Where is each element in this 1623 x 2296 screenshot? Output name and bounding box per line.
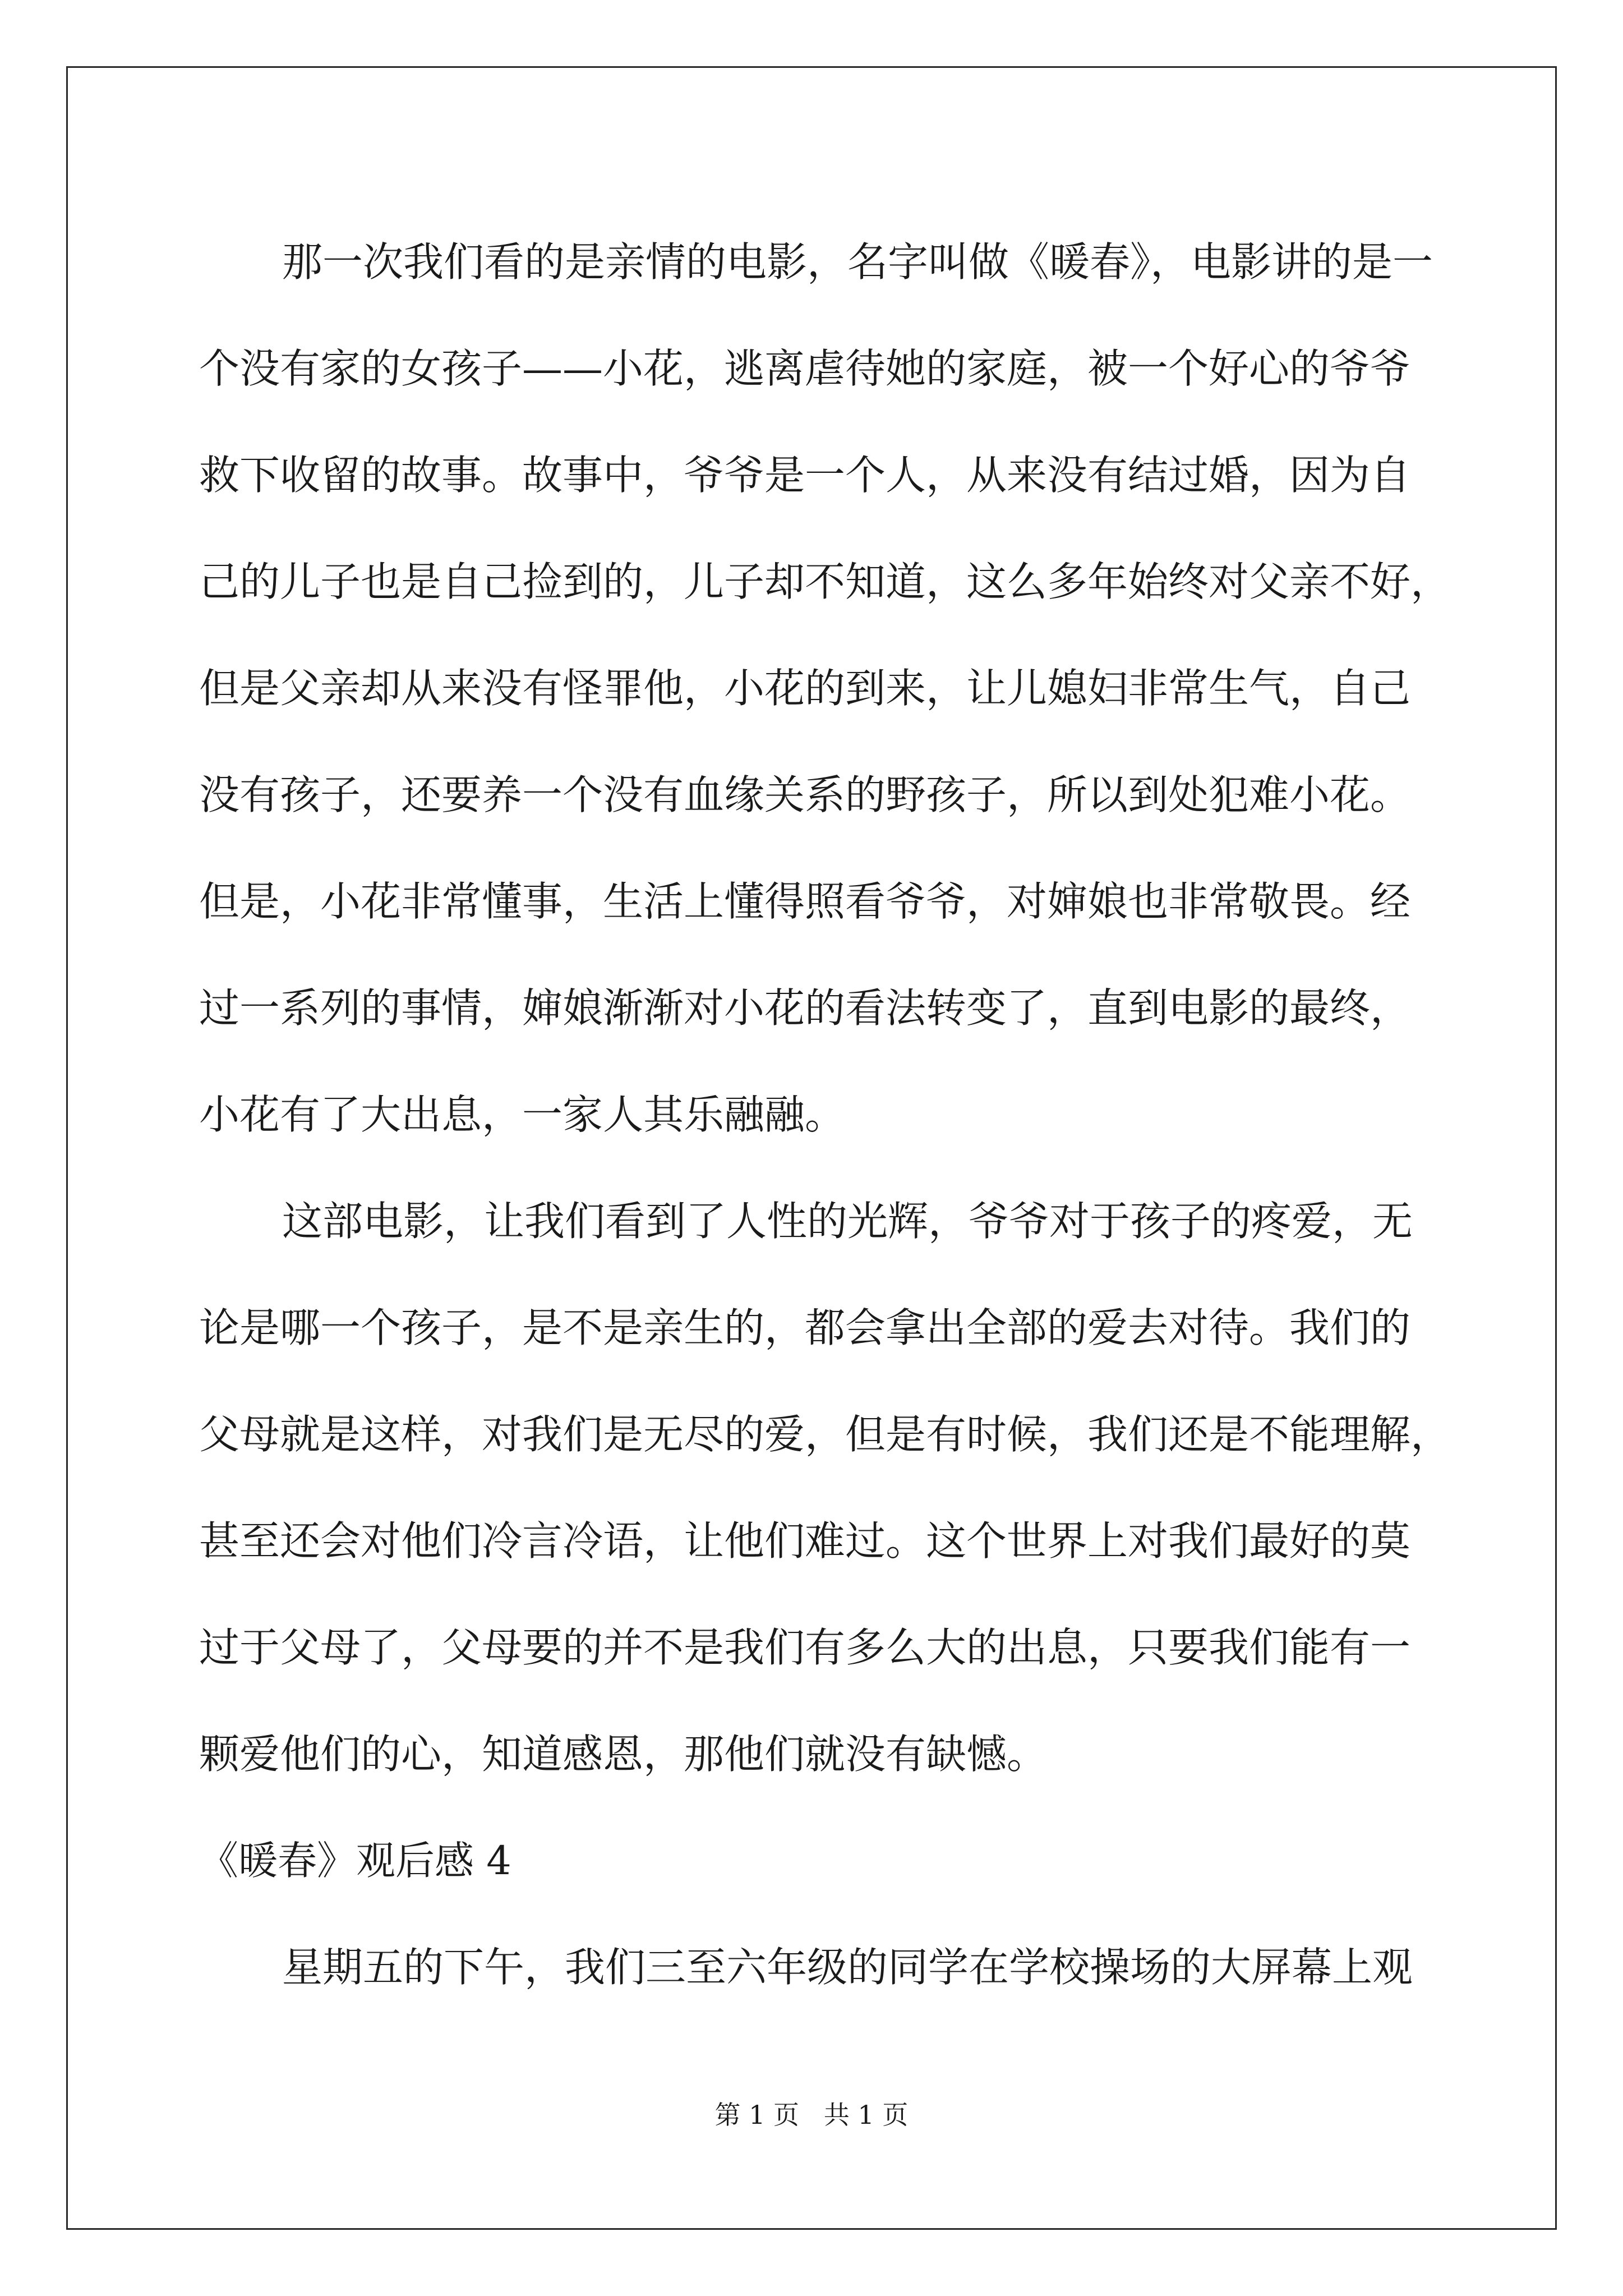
text-line: 甚至还会对他们冷言冷语，让他们难过。这个世界上对我们最好的莫 <box>199 1517 1411 1565</box>
text-line: 颗爱他们的心，知道感恩，那他们就没有缺憾。 <box>199 1731 1048 1778</box>
text-line: 这部电影，让我们看到了人性的光辉，爷爷对于孩子的疼爱，无 <box>282 1198 1413 1245</box>
text-line: 但是，小花非常懂事，生活上懂得照看爷爷，对婶娘也非常敬畏。经 <box>199 878 1411 925</box>
text-line: 星期五的下午，我们三至六年级的同学在学校操场的大屏幕上观 <box>282 1944 1413 1991</box>
section-heading: 《暖春》观后感 4 <box>199 1838 511 1884</box>
text-line: 父母就是这样，对我们是无尽的爱，但是有时候，我们还是不能理解， <box>199 1411 1451 1458</box>
text-line: 过一系列的事情，婶娘渐渐对小花的看法转变了，直到电影的最终， <box>199 984 1411 1032</box>
text-line: 没有孩子，还要养一个没有血缘关系的野孩子，所以到处犯难小花。 <box>199 771 1411 818</box>
paragraph-3 <box>199 1914 1461 2021</box>
text-line: 己的儿子也是自己捡到的，儿子却不知道，这么多年始终对父亲不好， <box>199 558 1451 605</box>
text-line: 过于父母了，父母要的并不是我们有多么大的出息，只要我们能有一 <box>199 1624 1411 1671</box>
page-footer: 第 1 页 共 1 页 <box>714 2100 909 2130</box>
document-body <box>199 209 1461 2021</box>
text-line: 救下收留的故事。故事中，爷爷是一个人，从来没有结过婚，因为自 <box>199 452 1411 499</box>
text-line: 但是父亲却从来没有怪罪他，小花的到来，让儿媳妇非常生气，自己 <box>199 665 1411 712</box>
paragraph-2 <box>199 1168 1461 1807</box>
text-line: 那一次我们看的是亲情的电影，名字叫做《暖春》，电影讲的是一 <box>282 238 1433 286</box>
text-line: 论是哪一个孩子，是不是亲生的，都会拿出全部的爱去对待。我们的 <box>199 1304 1411 1351</box>
text-line: 个没有家的女孩子——小花，逃离虐待她的家庭，被一个好心的爷爷 <box>199 345 1411 392</box>
text-line: 小花有了大出息，一家人其乐融融。 <box>199 1091 846 1138</box>
paragraph-1 <box>199 209 1461 1168</box>
